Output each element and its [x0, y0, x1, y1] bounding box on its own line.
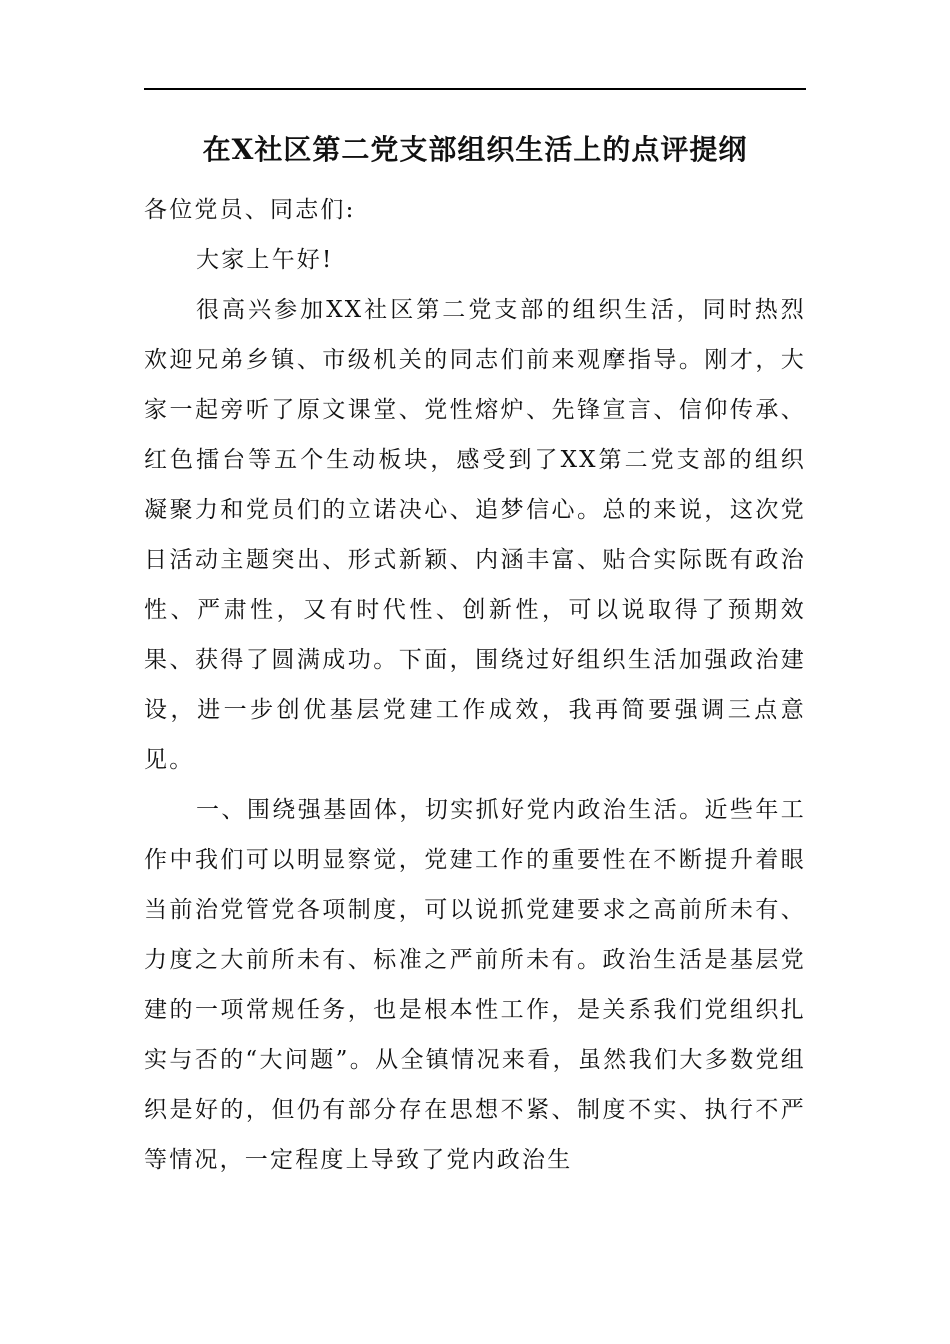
salutation: 各位党员、同志们: — [144, 197, 356, 223]
header-rule — [144, 88, 806, 90]
paragraph-intro: 很高兴参加XX社区第二党支部的组织生活，同时热烈欢迎兄弟乡镇、市级机关的同志们前来观摩指导。刚才，大家一起旁听了原文课堂、党性熔炉、先锋宣言、信仰传承、红色擂台等五个生动板块，感受到了XX第二党支部的组织凝聚力和党员们的立诺决心、追梦信心。总的来说，这次党日活动主题突出、形式新颖、内涵丰富、贴合实际既有政治性、严肃性，又有时代性、创新性，可以说取得了预期效果、获得了圆满成功。下面，围绕过好组织生活加强政治建设，进一步创优基层党建工作成效，我再简要强调三点意见。 — [144, 297, 806, 773]
document-title: 在X社区第二党支部组织生活上的点评提纲 — [202, 133, 748, 166]
greeting: 大家上午好! — [196, 247, 334, 273]
document-body — [144, 185, 806, 1185]
paragraph-point-one: 一、围绕强基固体，切实抓好党内政治生活。近些年工作中我们可以明显察觉，党建工作的重要性在不断提升着眼当前治党管党各项制度，可以说抓党建要求之高前所未有、力度之大前所未有、标准之严前所未有。政治生活是基层党建的一项常规任务，也是根本性工作，是关系我们党组织扎实与否的“大问题”。从全镇情况来看，虽然我们大多数党组织是好的，但仍有部分存在思想不紧、制度不实、执行不严等情况，一定程度上导致了党内政治生 — [144, 797, 806, 1173]
